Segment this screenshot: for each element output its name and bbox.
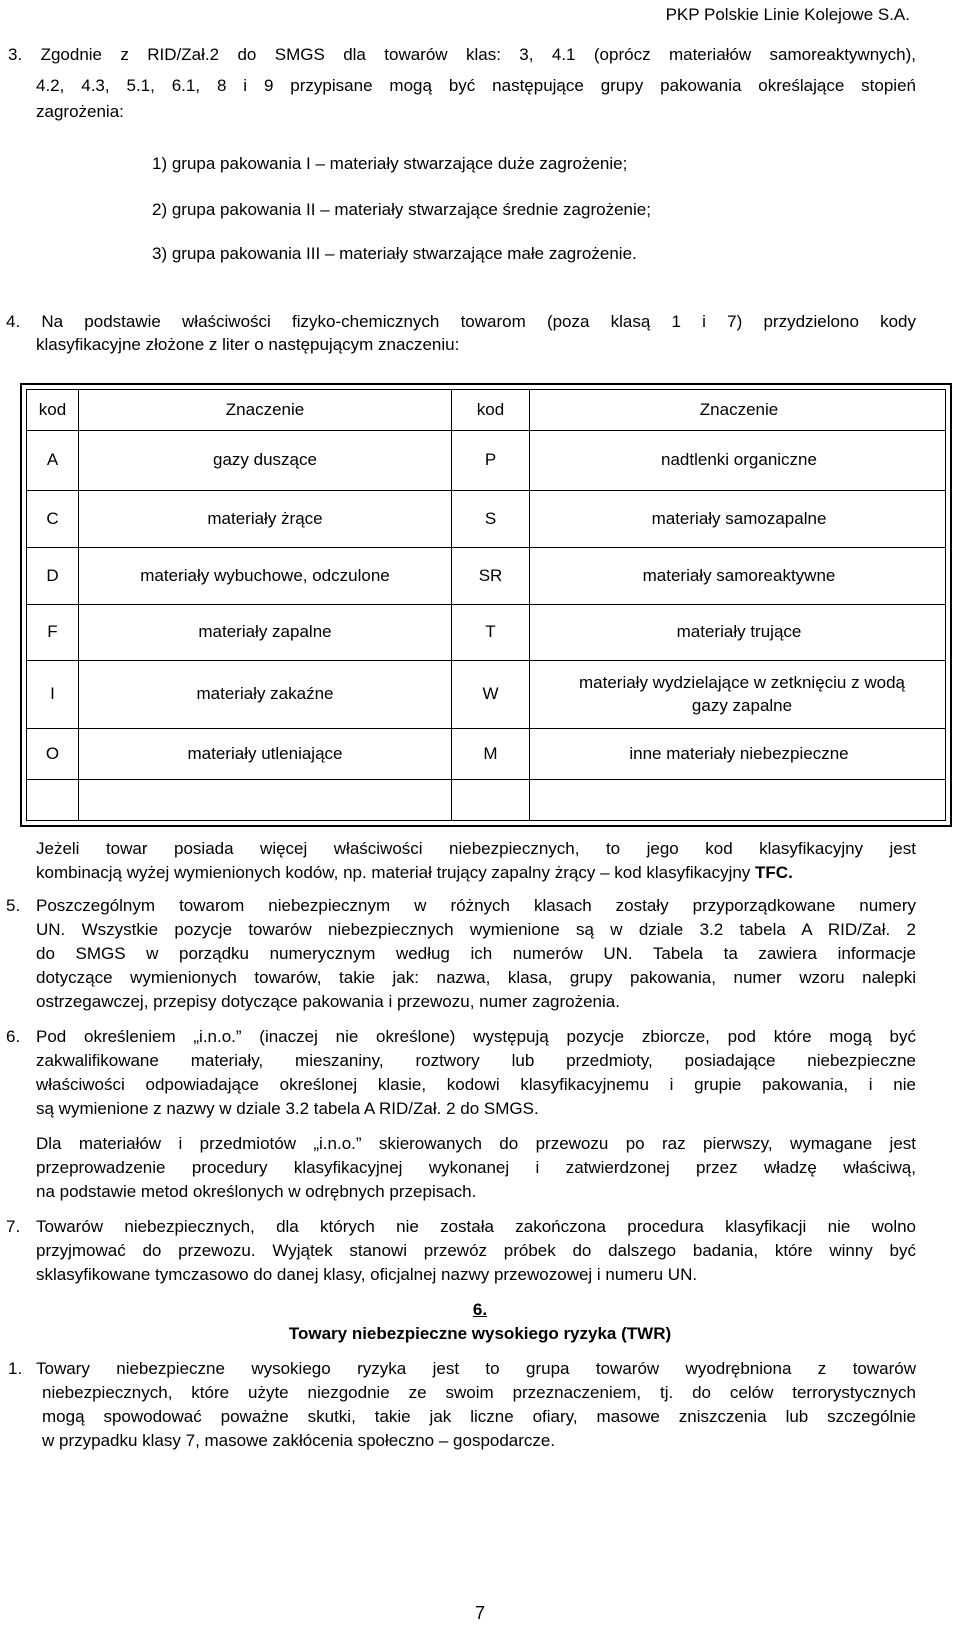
table-cell-code: SR (478, 565, 503, 585)
table-cell-meaning: nadtlenki organiczne (661, 450, 817, 470)
table-cell-meaning: materiały zakaźne (196, 684, 334, 704)
section-7-line: sklasyfikowane tymczasowo do danej klasy, oficjalnej nazwy przewozowej i numeru UN. (36, 1265, 698, 1284)
table-cell-code: P (484, 450, 497, 470)
section-4-line-2: klasyfikacyjne złożone z liter o następującym znaczeniu: (36, 335, 460, 354)
section-5-line: UN. Wszystkie pozycje towarów niebezpiecznych wymienione są w dziale 3.2 tabela A RID/Zał. 2 (36, 920, 916, 939)
table-cell-code: I (50, 684, 55, 704)
section-3-line-3: zagrożenia: (36, 102, 124, 121)
section-4-line-1: 4. Na podstawie właściwości fizyko-chemicznych towarom (poza klasą 1 i 7) przydzielono kody (6, 312, 916, 331)
table-cell-code: D (46, 565, 59, 585)
table-cell-meaning: materiały wybuchowe, odczulone (140, 565, 390, 585)
packing-group-item: 2) grupa pakowania II – materiały stwarzające średnie zagrożenie; (152, 200, 651, 219)
section-5-line: do SMGS w porządku numerycznym według ich numerów UN. Tabela ta zawiera informacje (36, 944, 916, 963)
note-line-2 (36, 864, 793, 881)
table-cell-meaning: inne materiały niebezpieczne (629, 743, 849, 763)
table-header-cell: kod (476, 399, 505, 419)
packing-group-item: 1) grupa pakowania I – materiały stwarzające duże zagrożenie; (152, 154, 628, 173)
section-7-line: Towarów niebezpiecznych, dla których nie została zakończona procedura klasyfikacji nie wolno (36, 1217, 916, 1236)
table-cell-meaning: materiały żrące (207, 508, 323, 528)
table-cell-code: A (46, 450, 59, 470)
twr-line: w przypadku klasy 7, masowe zakłócenia społeczno – gospodarcze. (42, 1431, 556, 1450)
packing-group-item: 3) grupa pakowania III – materiały stwarzające małe zagrożenie. (152, 244, 637, 263)
section-7-line: przyjmować do przewozu. Wyjątek stanowi przewóz próbek do dalszego badania, które winny być (36, 1241, 916, 1260)
table-header-cell: Znaczenie (699, 399, 779, 419)
note-line-2-text: kombinacją wyżej wymienionych kodów, np. materiał trujący zapalny żrący – kod klasyfikacyjny (36, 863, 756, 882)
table-cell-code: M (483, 743, 498, 763)
table-cell-meaning: materiały trujące (676, 622, 802, 642)
table-cell-code: C (46, 508, 59, 528)
section-6-line: właściwości odpowiadające określonej klasie, kodowi klasyfikacyjnemu i grupie pakowania, i nie (36, 1075, 916, 1094)
page-header: PKP Polskie Linie Kolejowe S.A. (665, 5, 910, 24)
table-cell-code: T (485, 622, 496, 642)
section-6-para2-line: przeprowadzenie procedury klasyfikacyjnej wykonanej i zatwierdzonej przez władzę właściwą, (36, 1158, 916, 1177)
classification-code-table (20, 383, 952, 827)
table-cell-code: F (47, 622, 58, 642)
page-number: 7 (474, 1603, 485, 1623)
table-cell-meaning: gazy duszące (213, 450, 317, 470)
section-3-line-2: 4.2, 4.3, 5.1, 6.1, 8 i 9 przypisane mogą być następujące grupy pakowania określające stopień (36, 76, 916, 95)
table-cell-meaning: materiały samoreaktywne (642, 565, 836, 585)
table-cell-meaning: materiały utleniające (187, 743, 343, 763)
section-6-para2-line: Dla materiałów i przedmiotów „i.n.o.” skierowanych do przewozu po raz pierwszy, wymagane jest (36, 1134, 916, 1153)
section-5-line: ostrzegawczej, przepisy dotyczące pakowania i przewozu, numer zagrożenia. (36, 992, 620, 1011)
twr-line: niebezpiecznych, które użyte niezgodnie ze swoim przeznaczeniem, tj. do celów terrorystycznych (42, 1383, 916, 1402)
table-cell-code: W (482, 684, 499, 704)
section-5-line: dotyczące wymienionych towarów, takie jak: nazwa, klasa, grupy pakowania, numer wzoru nalepki (36, 968, 916, 987)
table-cell-meaning: materiały wydzielające w zetknięciu z wodą gazy zapalne (579, 672, 905, 715)
table-cell-code: S (484, 508, 497, 528)
section-6-number: 6. (6, 1027, 21, 1046)
section-6-para2-line: na podstawie metod określonych w odrębnych przepisach. (36, 1182, 477, 1201)
section-6-line: zakwalifikowane materiały, mieszaniny, roztwory lub przedmioty, posiadające niebezpieczne (36, 1051, 916, 1070)
table-header-cell: kod (38, 399, 67, 419)
section-6-line: są wymienione z nazwy w dziale 3.2 tabela A RID/Zał. 2 do SMGS. (36, 1099, 539, 1118)
twr-item-number: 1. (8, 1359, 23, 1378)
twr-line: mogą spowodować poważne skutki, takie jak liczne ofiary, masowe zniszczenia lub szczególnie (42, 1407, 916, 1426)
table-cell-code: O (45, 743, 60, 763)
chapter-number: 6. (472, 1300, 488, 1319)
section-3-line-1: 3. Zgodnie z RID/Zał.2 do SMGS dla towarów klas: 3, 4.1 (oprócz materiałów samoreaktywnych), (8, 45, 916, 64)
table-cell-meaning: materiały samozapalne (651, 508, 827, 528)
note-line-1: Jeżeli towar posiada więcej właściwości niebezpiecznych, to jego kod klasyfikacyjny jest (36, 839, 916, 858)
chapter-title: Towary niebezpieczne wysokiego ryzyka (TWR) (288, 1324, 672, 1343)
table-header-cell: Znaczenie (225, 399, 305, 419)
note-line-2-bold: TFC. (755, 863, 793, 882)
table-cell-meaning: materiały zapalne (198, 622, 332, 642)
twr-line: Towary niebezpieczne wysokiego ryzyka jest to grupa towarów wyodrębniona z towarów (36, 1359, 916, 1378)
section-6-line: Pod określeniem „i.n.o.” (inaczej nie określone) występują pozycje zbiorcze, pod które mogą być (36, 1027, 916, 1046)
section-5-number: 5. (6, 896, 21, 915)
section-5-line: Poszczególnym towarom niebezpiecznym w różnych klasach zostały przyporządkowane numery (36, 896, 916, 915)
section-7-number: 7. (6, 1217, 21, 1236)
